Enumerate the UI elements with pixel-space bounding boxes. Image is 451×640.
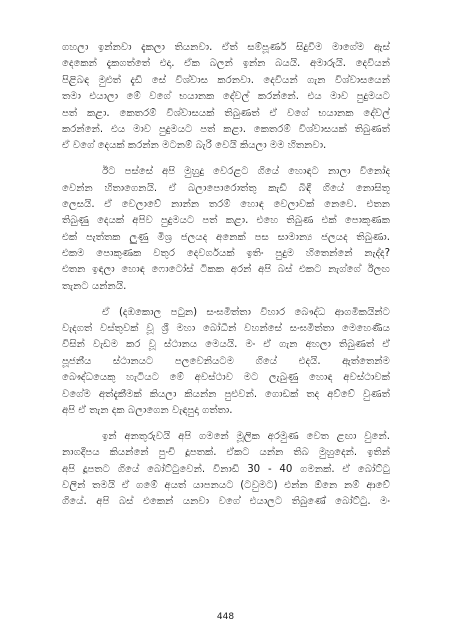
text-line: ඉන් අනතුරුවයි අපි ගමනේ මූලික අරමුණ වෙත ළඟා වුනේ. [102,430,390,442]
paragraph-2 [62,164,390,295]
text-line: ඒ (දඹකොල පටුන) සංඝමිත්තා විහාර බෞද්ධ ආගමිකයින්ට [102,306,390,318]
text-line: ඊට පස්සේ අපි මුහුදු වෙරළට ගියේ හොඳට නාලා විනෝද [102,166,390,178]
body-text [62,40,390,520]
paragraph-4 [62,429,390,511]
paragraph-3 [62,305,390,420]
page-number: 448 [216,612,235,622]
text-line: ඒ වගේ දෙයක් කරන්න මටනම් බැරි වෙයි කියලා මම හිතනවා. [62,140,327,152]
text-line: එතන ඉඳලා හොඳ ෆොටෝස් ටිකක අරන් අපි බස් එකට නැග්ගේ ඊලඟ [62,264,390,276]
text-line: තමා එයාලා මේ වගේ භයානක දේවල් කරන්නේ. එය මාව පුදුමයට [62,91,390,103]
text-line: අපි ඒ තැන දක බලාගෙන වැඳපුදා ගත්තා. [62,404,233,416]
text-line: වැදගත් වස්තුවක් වූ ශ්‍රී මහා බෝධීන් වහන්සේ සංඝමිත්තා මෙහෙණිය [62,323,390,335]
text-line: පිළිබඳ මුළුත් දැඩි සේ විශ්වාස කරනවා. දෙවියන් ගැන විශ්වාසයෙන් [62,74,390,86]
text-line: වෙන්න හිතාගෙනයි. ඒ බලාපොරොත්තු කැඩී බිඳී ගියේ නොසිතූ [62,182,390,194]
text-line: ගියේ. අපි බස් එකෙන් යනවා වගේ එයාලට තිබුණේ බෝට්ටු. මං [62,496,390,508]
text-line: විසින් වැඩම කර වූ ස්ථානය මෙයයි. මං ඒ ගැන අහලා තිබුණත් ඒ [62,339,390,351]
text-line: පූජනීය ස්ථානයට පලවෙනියටම ගියේ එදයි. ඇත්තෙන්ම [62,355,390,367]
text-line: දෙකෙන් දැකගත්තේ එදා. ඒක බලන් ඉන්න බයයි. අමාරුයි. දෙවියන් [62,58,390,70]
text-line: අපි දූපතට ගියේ බෝට්ටුවෙන්. විනාඩි 30 - 40 ගමනක්. ඒ බෝට්ටු [62,463,390,475]
text-line: එක් පැත්තක ලුණු මිශ්‍ර ජලයද අනෙක් පස සාමාන්‍ය ජලයද තිබුණා. [62,231,390,243]
text-line: එකම පොකුණක වතුර දෙවර්ගයක් ඉතිං පුදුම හිතෙන්නේ නැද්ද? [62,248,390,260]
text-line: වලින් තමයි ඒ ගමේ අයත් යාපනයට (ටවුමට) එන්න ඕනෙ නම් ආවේ [62,479,390,491]
text-line: වගේම අත්දැකීමක් කියලා කියන්න පුළුවන්. ගොඩක් තද අව්වේ වුණත් [62,388,390,400]
paragraph-1 [62,40,390,155]
text-line: කරන්නේ. එය මාව පුදුමයට පත් කළා. කෙතරම් විශ්වාසයක් තිබුණත් [62,123,390,135]
text-line: තැනට යන්නයි. [62,280,127,292]
text-line: තිබුණු දෙයක් අපිව පුදුමයට පත් කළා. එහෙ තිබුණ එක් පොකුණක [62,215,390,227]
text-line: බෞද්ධයෙකු හැටියට මේ අවස්ථාව මට ලැබුණු හොඳ අවස්ථාවක් [62,372,390,384]
text-line: ගහලා ඉන්නවා දැකලා තියනවා. ඒත් සම්පූර්ණ සිදුවීම මාගේම ඇස් [62,42,390,53]
text-line: ලෙසයි. ඒ වෙලාවේ නාන්න තරම් හොඳ වෙලාවක් නෙවෙ. එතන [62,198,390,210]
text-line: නාගදීපය කියන්නේ පුංචි දූපතක්. ඒකට යන්න තිබ මුහුදෙන්. ඉතින් [62,447,390,459]
text-line: පත් කළා. කෙතරම් විශ්වාසයක් තිබුණත් ඒ වගේ භයානක දේවල් [62,107,390,119]
